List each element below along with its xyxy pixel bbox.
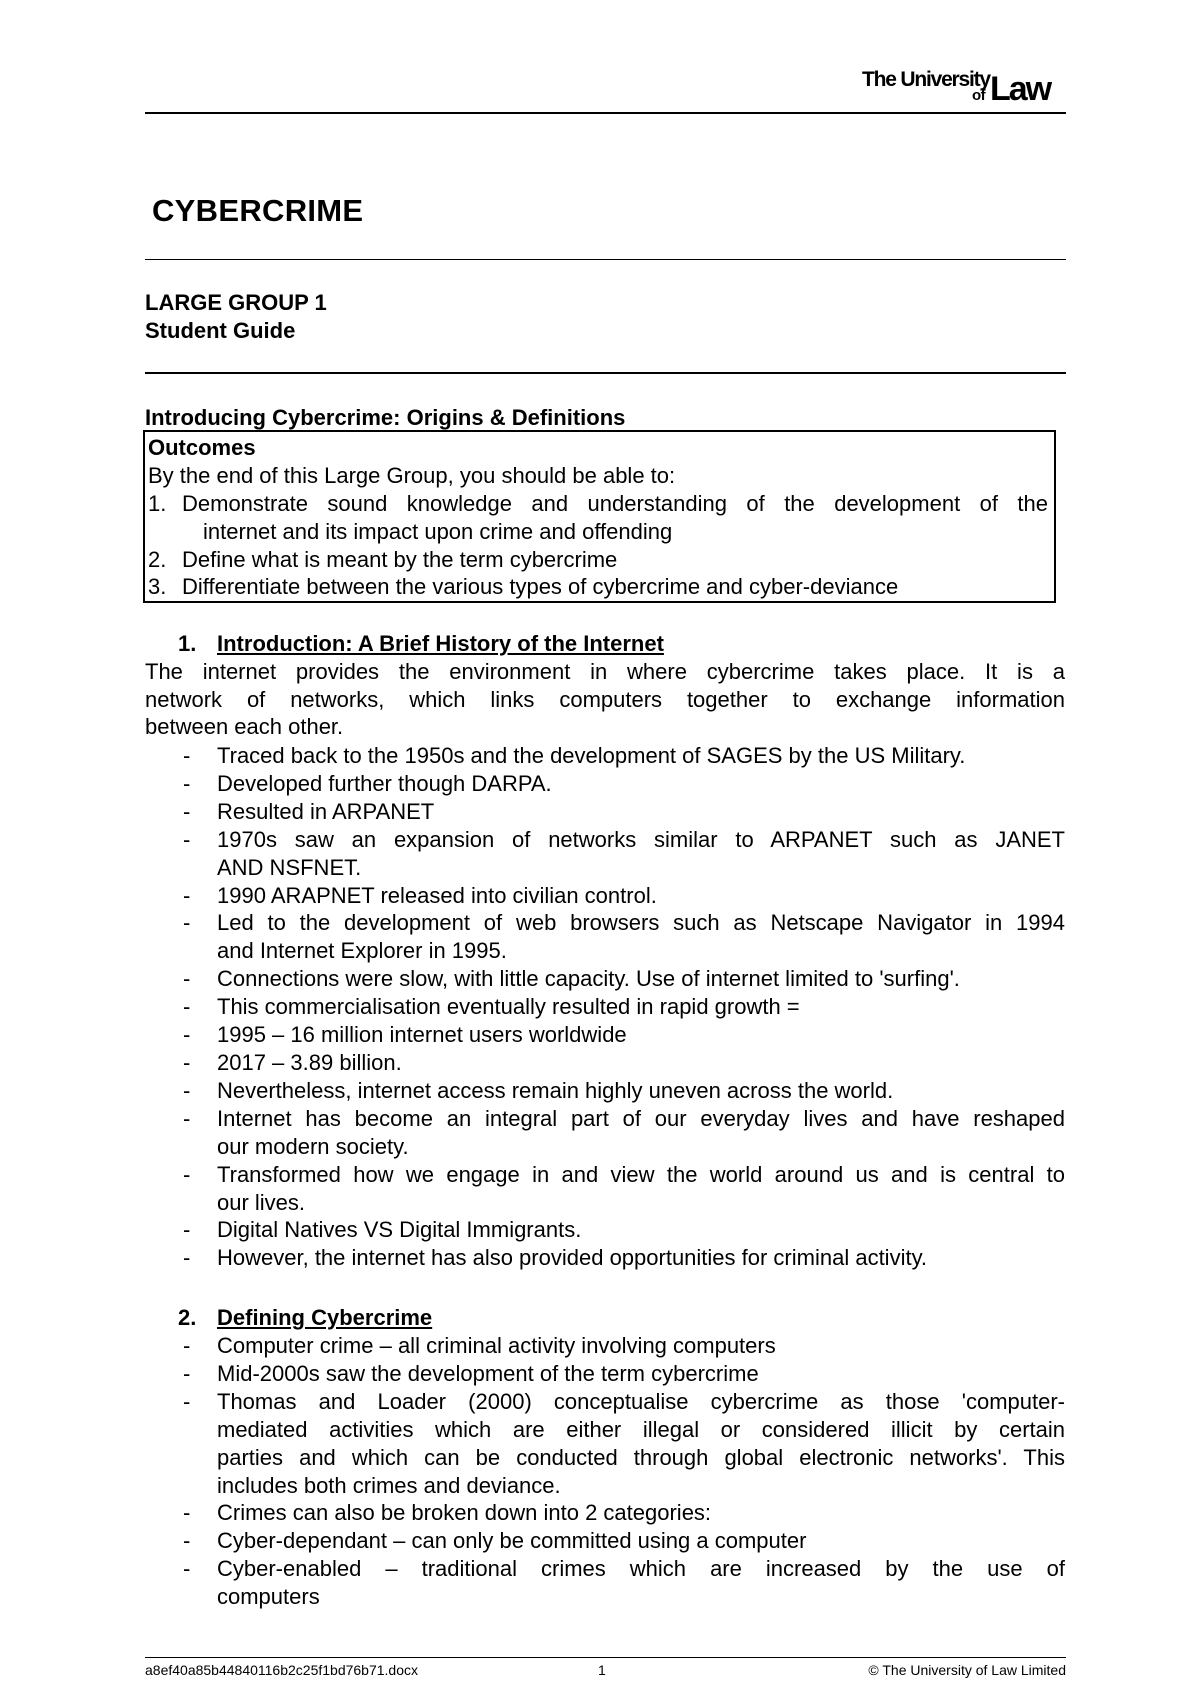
bullet-line: Crimes can also be broken down into 2 categories: (217, 1500, 712, 1526)
bullet-item (145, 993, 1065, 1021)
bullet-line: Transformed how we engage in and view the world around us and is central to (217, 1161, 1065, 1187)
bullet-dash: - (183, 1077, 191, 1103)
bullet-line: mediated activities which are either illegal or considered illicit by certain (217, 1416, 1065, 1442)
bullet-line: AND NSFNET. (217, 854, 362, 880)
subtitle-rule (145, 372, 1066, 374)
section-2-bullet-list (145, 1332, 1065, 1611)
bullet-line: Cyber-dependant – can only be committed using a computer (217, 1528, 807, 1554)
bullet-item (145, 826, 1065, 882)
bullet-line: parties and which can be conducted through global electronic networks'. This (217, 1444, 1065, 1470)
section-1-bullet-list (145, 742, 1065, 1272)
section-number: 2. (178, 1305, 197, 1330)
bullet-line: and Internet Explorer in 1995. (217, 938, 507, 964)
bullet-line: However, the internet has also provided opportunities for criminal activity. (217, 1245, 928, 1271)
bullet-dash: - (183, 1500, 191, 1526)
bullet-dash: - (183, 1245, 191, 1271)
bullet-text (217, 909, 1065, 965)
bullet-line: includes both crimes and deviance. (217, 1472, 561, 1498)
logo-text-law: Law (990, 70, 1051, 108)
section-1-heading (178, 631, 664, 657)
bullet-line: Traced back to the 1950s and the development of SAGES by the US Military. (217, 743, 966, 768)
footer-page-number: 1 (598, 1662, 606, 1678)
section-title: Defining Cybercrime (217, 1305, 433, 1330)
section-2-heading (178, 1305, 432, 1331)
bullet-text (217, 1049, 1065, 1077)
outcome-number: 2. (148, 547, 167, 572)
bullet-item (145, 965, 1065, 993)
footer-rule (145, 1657, 1066, 1658)
bullet-line: computers (217, 1584, 320, 1610)
bullet-item (145, 798, 1065, 826)
bullet-dash: - (183, 1388, 191, 1414)
bullet-dash: - (183, 1049, 191, 1075)
bullet-line: Internet has become an integral part of our everyday lives and have reshaped (217, 1105, 1065, 1131)
outcomes-title: Outcomes (148, 435, 256, 460)
outcomes-box (143, 430, 1056, 603)
outcome-text: Define what is meant by the term cybercrime (182, 547, 618, 572)
bullet-line: 2017 – 3.89 billion. (217, 1049, 402, 1075)
bullet-item (145, 1527, 1065, 1555)
logo-text-of: of (972, 87, 985, 104)
bullet-dash: - (183, 882, 191, 908)
bullet-dash: - (183, 1161, 191, 1187)
bullet-line: our modern society. (217, 1133, 409, 1159)
section-number: 1. (178, 631, 197, 656)
bullet-dash: - (183, 770, 191, 796)
outcome-number: 3. (148, 574, 167, 599)
bullet-item (145, 1555, 1065, 1611)
bullet-text (217, 1555, 1065, 1611)
bullet-item (145, 770, 1065, 798)
bullet-line: 1970s saw an expansion of networks similar to ARPANET such as JANET (217, 826, 1065, 852)
bullet-text (217, 1161, 1065, 1217)
bullet-line: Mid-2000s saw the development of the term cybercrime (217, 1360, 759, 1386)
bullet-item (145, 1021, 1065, 1049)
bullet-text (217, 1105, 1065, 1161)
bullet-line: Thomas and Loader (2000) conceptualise cybercrime as those 'computer- (217, 1388, 1065, 1414)
bullet-dash: - (183, 994, 191, 1020)
bullet-text (217, 882, 1065, 910)
bullet-dash: - (183, 966, 191, 992)
logo-text-university: The University (862, 68, 990, 91)
guide-label: Student Guide (145, 318, 296, 343)
bullet-dash: - (183, 910, 191, 936)
bullet-item (145, 1049, 1065, 1077)
section-title: Introduction: A Brief History of the Internet (217, 631, 664, 656)
bullet-line: Led to the development of web browsers such as Netscape Navigator in 1994 (217, 910, 1065, 936)
bullet-text (217, 770, 1065, 798)
bullet-text (217, 1527, 1065, 1555)
bullet-text (217, 798, 1065, 826)
university-logo (862, 66, 1068, 106)
paragraph-line: between each other. (145, 714, 344, 740)
bullet-item (145, 1216, 1065, 1244)
bullet-line: Developed further though DARPA. (217, 770, 552, 796)
bullet-dash: - (183, 743, 191, 768)
session-label: LARGE GROUP 1 (145, 290, 327, 315)
bullet-item (145, 1244, 1065, 1272)
bullet-dash: - (183, 1217, 191, 1243)
outcome-text: Demonstrate sound knowledge and understanding of the development of the (182, 491, 1048, 516)
bullet-item (145, 1388, 1065, 1500)
bullet-item (145, 1161, 1065, 1217)
document-title: CYBERCRIME (152, 193, 364, 228)
bullet-line: Connections were slow, with little capacity. Use of internet limited to 'surfing'. (217, 966, 960, 992)
bullet-item (145, 882, 1065, 910)
outcomes-intro: By the end of this Large Group, you should be able to: (148, 463, 676, 488)
outcome-text: Differentiate between the various types of cybercrime and cyber-deviance (182, 574, 899, 599)
bullet-text (217, 1244, 1065, 1272)
bullet-dash: - (183, 1528, 191, 1554)
bullet-text (217, 1021, 1065, 1049)
bullet-item (145, 1077, 1065, 1105)
bullet-dash: - (183, 798, 191, 824)
footer-filename: a8ef40a85b44840116b2c25f1bd76b71.docx (145, 1662, 418, 1678)
bullet-item (145, 909, 1065, 965)
bullet-line: Resulted in ARPANET (217, 798, 435, 824)
bullet-dash: - (183, 1360, 191, 1386)
bullet-line: 1990 ARAPNET released into civilian control. (217, 882, 657, 908)
bullet-dash: - (183, 1556, 191, 1582)
bullet-line: our lives. (217, 1189, 306, 1215)
footer-copyright: © The University of Law Limited (868, 1662, 1066, 1678)
bullet-text (217, 1332, 1065, 1360)
paragraph-line: network of networks, which links computers together to exchange information (145, 686, 1065, 712)
bullet-item (145, 1499, 1065, 1527)
outcome-text-continued: internet and its impact upon crime and offending (203, 519, 673, 544)
bullet-line: Nevertheless, internet access remain highly uneven across the world. (217, 1077, 894, 1103)
bullet-line: Digital Natives VS Digital Immigrants. (217, 1217, 582, 1243)
bullet-item (145, 1332, 1065, 1360)
bullet-line: Computer crime – all criminal activity involving computers (217, 1333, 776, 1358)
bullet-text (217, 1360, 1065, 1388)
header-rule (145, 112, 1066, 114)
bullet-line: This commercialisation eventually resulted in rapid growth = (217, 994, 800, 1020)
bullet-line: Cyber-enabled – traditional crimes which are increased by the use of (217, 1556, 1065, 1582)
bullet-line: 1995 – 16 million internet users worldwide (217, 1022, 627, 1048)
bullet-dash: - (183, 1333, 191, 1358)
title-rule (145, 259, 1066, 260)
paragraph-line: The internet provides the environment in where cybercrime takes place. It is a (145, 659, 1065, 684)
bullet-text (217, 826, 1065, 882)
bullet-text (217, 993, 1065, 1021)
outcome-number: 1. (148, 491, 167, 516)
bullet-text (217, 1077, 1065, 1105)
bullet-text (217, 1499, 1065, 1527)
bullet-text (217, 1388, 1065, 1500)
bullet-item (145, 742, 1065, 770)
intro-heading: Introducing Cybercrime: Origins & Definitions (145, 405, 626, 430)
bullet-item (145, 1105, 1065, 1161)
bullet-text (217, 965, 1065, 993)
section-1-paragraph (145, 658, 1065, 741)
bullet-text (217, 1216, 1065, 1244)
bullet-dash: - (183, 1105, 191, 1131)
bullet-dash: - (183, 1022, 191, 1048)
bullet-item (145, 1360, 1065, 1388)
bullet-text (217, 742, 1065, 770)
bullet-dash: - (183, 826, 191, 852)
